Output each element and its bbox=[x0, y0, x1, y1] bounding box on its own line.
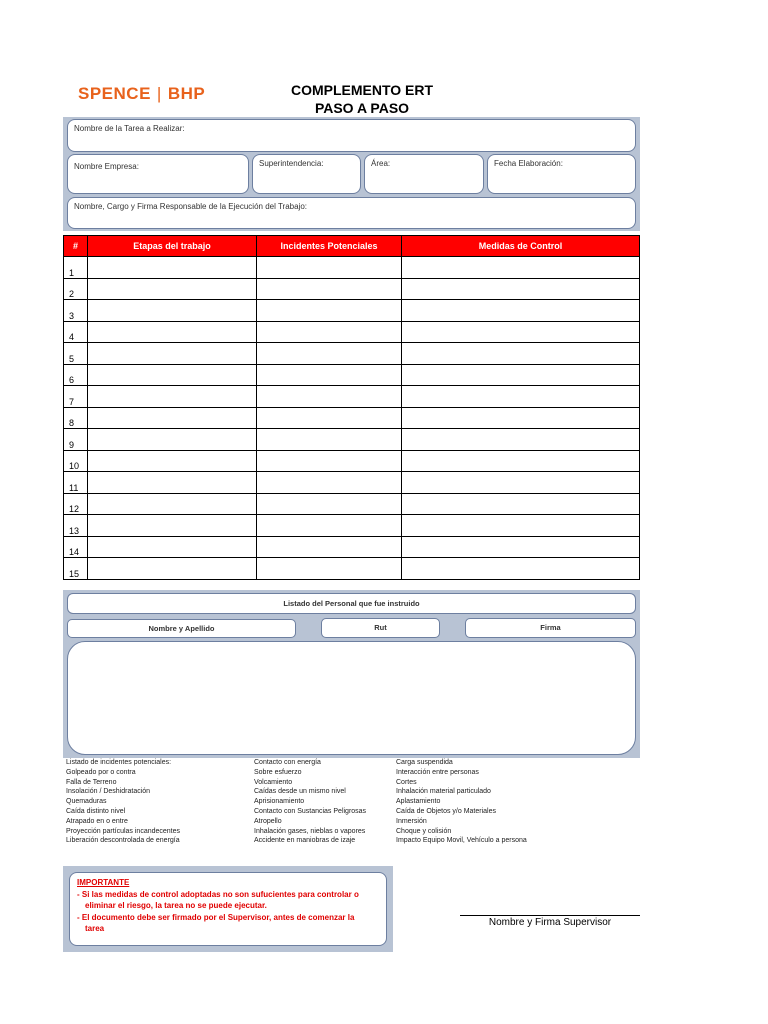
etapa-cell[interactable] bbox=[88, 364, 257, 386]
incidente-cell[interactable] bbox=[257, 429, 402, 451]
incident-item: Volcamiento bbox=[254, 778, 293, 786]
incidente-cell[interactable] bbox=[257, 515, 402, 537]
firma-header bbox=[465, 618, 636, 638]
etapa-cell[interactable] bbox=[88, 278, 257, 300]
table-row bbox=[64, 536, 640, 558]
etapa-cell[interactable] bbox=[88, 472, 257, 494]
medida-cell[interactable] bbox=[402, 257, 640, 279]
row-number: 8 bbox=[64, 407, 88, 429]
medida-cell[interactable] bbox=[402, 278, 640, 300]
fecha-field[interactable] bbox=[487, 154, 636, 194]
incidente-cell[interactable] bbox=[257, 343, 402, 365]
etapa-cell[interactable] bbox=[88, 343, 257, 365]
medida-cell[interactable] bbox=[402, 364, 640, 386]
incidente-cell[interactable] bbox=[257, 493, 402, 515]
row-number: 1 bbox=[64, 257, 88, 279]
table-row bbox=[64, 343, 640, 365]
incident-item: Choque y colisión bbox=[396, 827, 452, 835]
row-number: 6 bbox=[64, 364, 88, 386]
incident-item: Liberación descontrolada de energía bbox=[66, 837, 180, 845]
incidente-cell[interactable] bbox=[257, 321, 402, 343]
medida-cell[interactable] bbox=[402, 300, 640, 322]
personnel-title-label: Listado del Personal que fue instruido bbox=[283, 599, 420, 608]
table-row bbox=[64, 407, 640, 429]
incidente-cell[interactable] bbox=[257, 536, 402, 558]
incident-item: Caídas desde un mismo nivel bbox=[254, 788, 346, 796]
row-number: 9 bbox=[64, 429, 88, 451]
incident-item: Proyección partículas incandecentes bbox=[66, 827, 181, 835]
incidents-column-1 bbox=[66, 758, 180, 846]
incident-item: Inhalación gases, nieblas o vapores bbox=[254, 827, 366, 835]
etapa-cell[interactable] bbox=[88, 321, 257, 343]
rut-header bbox=[321, 618, 440, 638]
incident-item: Atrapado en o entre bbox=[66, 817, 128, 825]
incident-item: Contacto con energía bbox=[254, 759, 321, 766]
table-row bbox=[64, 472, 640, 494]
incident-item: Sobre esfuerzo bbox=[254, 768, 302, 776]
table-row bbox=[64, 515, 640, 537]
task-name-field[interactable] bbox=[67, 119, 636, 152]
area-label: Área: bbox=[371, 159, 391, 168]
incident-item: Insolación / Deshidratación bbox=[66, 788, 151, 796]
etapa-cell[interactable] bbox=[88, 257, 257, 279]
steps-table-body bbox=[64, 257, 640, 580]
incident-item: Listado de incidentes potenciales: bbox=[66, 759, 172, 766]
row-number: 10 bbox=[64, 450, 88, 472]
table-row bbox=[64, 450, 640, 472]
area-field[interactable] bbox=[364, 154, 484, 194]
supervisor-signature-line bbox=[460, 915, 640, 916]
incident-item: Inmersión bbox=[396, 817, 427, 825]
etapa-cell[interactable] bbox=[88, 429, 257, 451]
important-line-1: - Si las medidas de control adoptadas no son sufucientes para controlar o bbox=[77, 889, 359, 899]
superintendencia-field[interactable] bbox=[252, 154, 361, 194]
incidente-cell[interactable] bbox=[257, 300, 402, 322]
column-header-number: # bbox=[64, 236, 88, 257]
incidente-cell[interactable] bbox=[257, 386, 402, 408]
important-title: IMPORTANTE bbox=[77, 878, 130, 887]
company-name-label: Nombre Empresa: bbox=[74, 162, 139, 171]
etapa-cell[interactable] bbox=[88, 558, 257, 580]
incident-item: Accidente en maniobras de izaje bbox=[254, 837, 356, 845]
incident-item: Quemaduras bbox=[66, 798, 107, 806]
important-line-3: - El documento debe ser firmado por el Supervisor, antes de comenzar la bbox=[77, 912, 355, 922]
incident-item: Impacto Equipo Movil, Vehículo a persona bbox=[396, 837, 527, 845]
medida-cell[interactable] bbox=[402, 515, 640, 537]
table-row bbox=[64, 493, 640, 515]
incident-item: Golpeado por o contra bbox=[66, 768, 136, 776]
nombre-apellido-label: Nombre y Apellido bbox=[148, 624, 215, 633]
medida-cell[interactable] bbox=[402, 450, 640, 472]
steps-table-header bbox=[64, 236, 640, 257]
row-number: 7 bbox=[64, 386, 88, 408]
incident-item: Contacto con Sustancias Peligrosas bbox=[254, 807, 367, 815]
row-number: 13 bbox=[64, 515, 88, 537]
responsable-label: Nombre, Cargo y Firma Responsable de la Ejecución del Trabajo: bbox=[74, 202, 308, 211]
incidente-cell[interactable] bbox=[257, 278, 402, 300]
incident-item: Inhalación material particulado bbox=[396, 788, 491, 796]
etapa-cell[interactable] bbox=[88, 536, 257, 558]
important-notice-panel bbox=[63, 866, 393, 952]
medida-cell[interactable] bbox=[402, 536, 640, 558]
company-logo bbox=[78, 84, 205, 104]
steps-table bbox=[63, 235, 640, 580]
incident-item: Caída de Objetos y/o Materiales bbox=[396, 807, 496, 815]
medida-cell[interactable] bbox=[402, 386, 640, 408]
incident-item: Caída distinto nivel bbox=[66, 807, 126, 815]
row-number: 2 bbox=[64, 278, 88, 300]
incidente-cell[interactable] bbox=[257, 364, 402, 386]
etapa-cell[interactable] bbox=[88, 450, 257, 472]
incident-item: Cortes bbox=[396, 778, 417, 786]
medida-cell[interactable] bbox=[402, 472, 640, 494]
superintendencia-label: Superintendencia: bbox=[259, 159, 324, 168]
row-number: 4 bbox=[64, 321, 88, 343]
column-header-incidentes: Incidentes Potenciales bbox=[257, 236, 402, 257]
company-name-field[interactable] bbox=[67, 154, 249, 194]
column-header-medidas: Medidas de Control bbox=[402, 236, 640, 257]
firma-label: Firma bbox=[540, 623, 561, 632]
incident-item: Aprisionamiento bbox=[254, 798, 305, 806]
etapa-cell[interactable] bbox=[88, 300, 257, 322]
task-name-label: Nombre de la Tarea a Realizar: bbox=[74, 124, 185, 133]
rut-label: Rut bbox=[374, 623, 387, 632]
table-row bbox=[64, 558, 640, 580]
incident-item: Carga suspendida bbox=[396, 759, 453, 766]
important-line-4: tarea bbox=[85, 924, 105, 933]
incident-item: Interacción entre personas bbox=[396, 768, 479, 776]
row-number: 15 bbox=[64, 558, 88, 580]
personnel-title bbox=[67, 593, 636, 614]
important-notice bbox=[69, 872, 387, 946]
table-row bbox=[64, 300, 640, 322]
document-title-line2: PASO A PASO bbox=[314, 100, 410, 116]
logo-separator: | bbox=[156, 84, 162, 103]
etapa-cell[interactable] bbox=[88, 493, 257, 515]
row-number: 3 bbox=[64, 300, 88, 322]
table-row bbox=[64, 321, 640, 343]
logo-spence: SPENCE bbox=[78, 84, 151, 103]
incident-item: Aplastamiento bbox=[396, 798, 441, 806]
incidente-cell[interactable] bbox=[257, 257, 402, 279]
etapa-cell[interactable] bbox=[88, 515, 257, 537]
etapa-cell[interactable] bbox=[88, 386, 257, 408]
row-number: 12 bbox=[64, 493, 88, 515]
row-number: 14 bbox=[64, 536, 88, 558]
row-number: 11 bbox=[64, 472, 88, 494]
medida-cell[interactable] bbox=[402, 558, 640, 580]
personnel-list-area[interactable] bbox=[67, 641, 636, 755]
incidente-cell[interactable] bbox=[257, 450, 402, 472]
medida-cell[interactable] bbox=[402, 407, 640, 429]
incident-item: Falla de Terreno bbox=[66, 778, 117, 786]
column-header-etapas: Etapas del trabajo bbox=[88, 236, 257, 257]
medida-cell[interactable] bbox=[402, 493, 640, 515]
incidents-column-2 bbox=[254, 758, 366, 846]
row-number: 5 bbox=[64, 343, 88, 365]
incident-item: Atropello bbox=[254, 817, 282, 825]
table-row bbox=[64, 429, 640, 451]
supervisor-signature-label: Nombre y Firma Supervisor bbox=[488, 917, 612, 928]
table-row bbox=[64, 386, 640, 408]
medida-cell[interactable] bbox=[402, 343, 640, 365]
logo-bhp: BHP bbox=[167, 84, 206, 103]
table-row bbox=[64, 278, 640, 300]
fecha-label: Fecha Elaboración: bbox=[494, 159, 563, 168]
incidente-cell[interactable] bbox=[257, 407, 402, 429]
incidente-cell[interactable] bbox=[257, 472, 402, 494]
document-title-line1: COMPLEMENTO ERT bbox=[290, 82, 434, 98]
medida-cell[interactable] bbox=[402, 321, 640, 343]
medida-cell[interactable] bbox=[402, 429, 640, 451]
table-row bbox=[64, 257, 640, 279]
incidents-column-3 bbox=[396, 758, 527, 846]
responsable-field[interactable] bbox=[67, 197, 636, 229]
incidente-cell[interactable] bbox=[257, 558, 402, 580]
table-row bbox=[64, 364, 640, 386]
nombre-apellido-header bbox=[67, 619, 296, 638]
important-line-2: eliminar el riesgo, la tarea no se puede ejecutar. bbox=[85, 901, 267, 910]
etapa-cell[interactable] bbox=[88, 407, 257, 429]
